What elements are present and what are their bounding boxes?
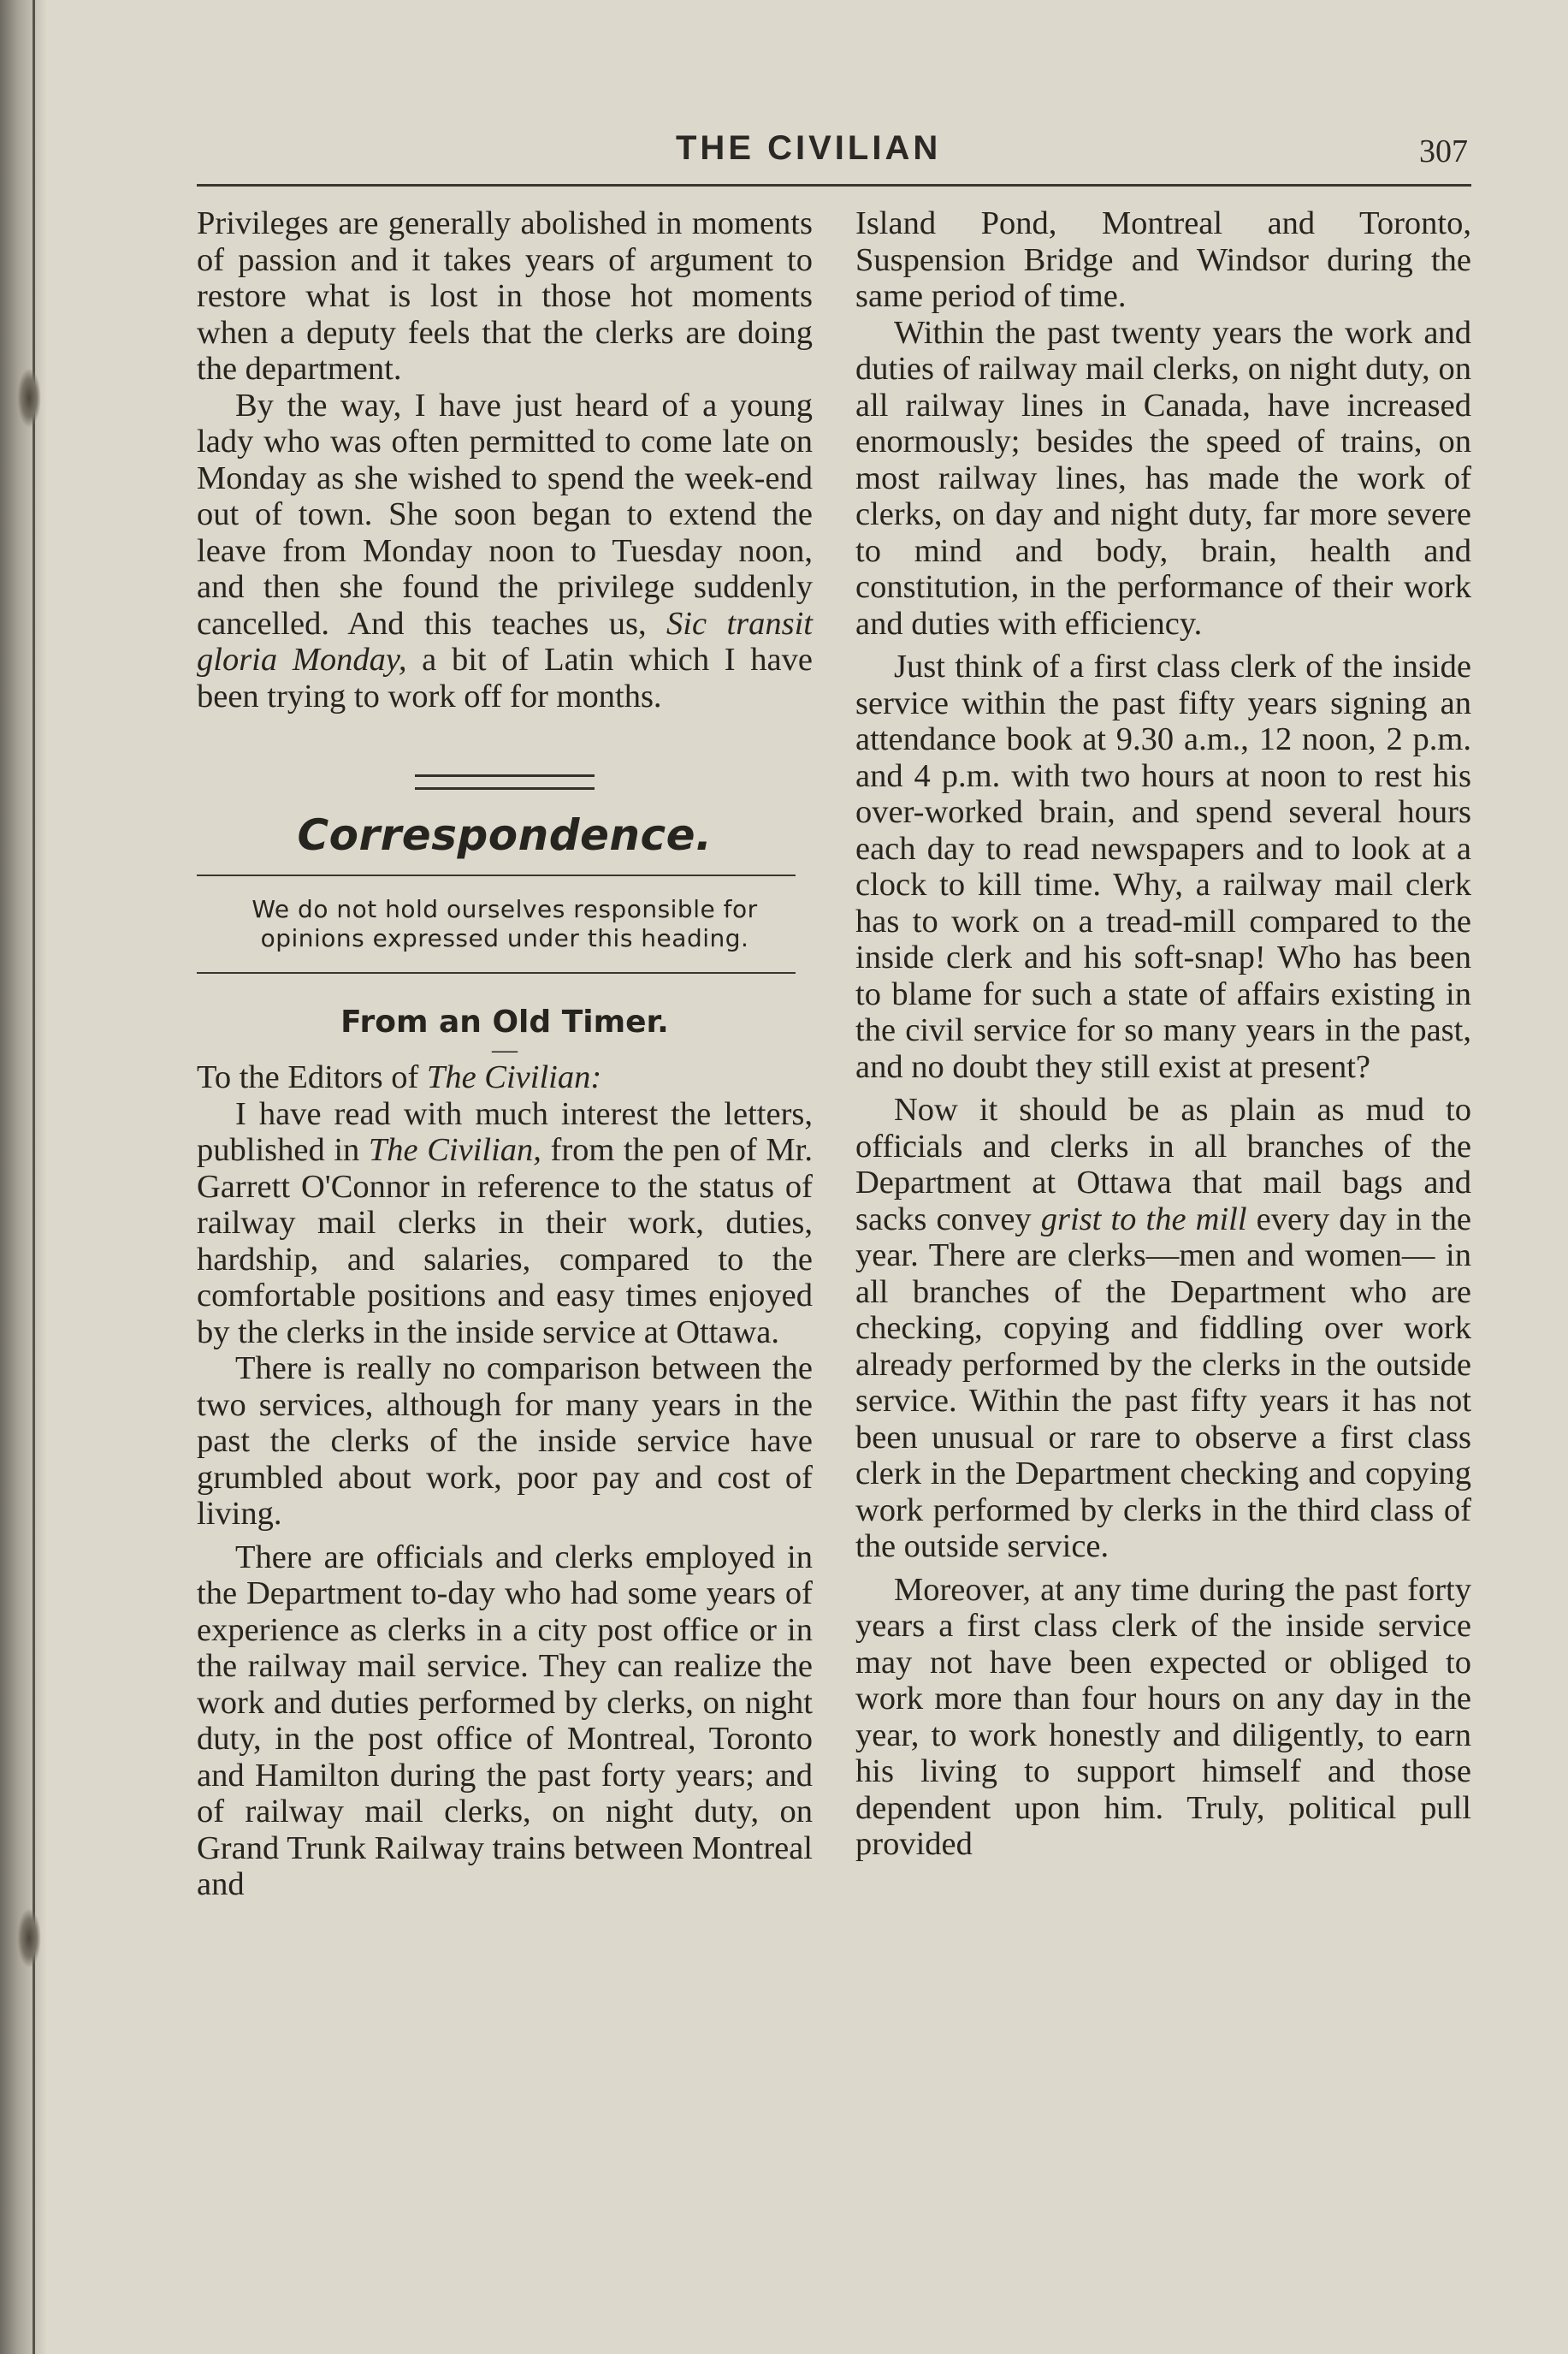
salutation: To the Editors of The Civilian: [197,1059,602,1095]
paragraph: I have read with much interest the letters, published in The Civilian, from the pen of Mr. Garrett O'Connor in reference to the status of railway mail clerks in their work, duties, hardship, and salaries, compared to the comfortable positions and easy times enjoyed by the clerks in the inside service at Ottawa. [197,1095,813,1350]
paragraph: Within the past twenty years the work and duties of railway mail clerks, on night duty, on all railway lines in Canada, have increased enormously; besides the speed of trains, on most railway lines, has made the work of clerks, on day and night duty, far more severe to mind and body, brain, health and constitution, in the performance of their work and duties with efficiency. [855,314,1471,642]
binding-stain-upper [17,368,41,428]
section-rule-bottom [197,972,796,974]
binding-edge [33,0,35,2354]
header-rule [197,184,1471,187]
paragraph: Island Pond, Montreal and Toronto, Suspension Bridge and Windsor during the same period of time. [855,205,1471,314]
section-rule-top [197,875,796,876]
page-number: 307 [1419,133,1468,169]
paragraph: Moreover, at any time during the past forty years a first class clerk of the inside service may not have been expected or obliged to work more than four hours on any day in the year, to work honestly and diligently, to earn his living to support himself and those dependent upon him. Truly, political pull provided [855,1571,1471,1862]
letter-dash: — [492,1035,518,1064]
page-header [197,124,1471,193]
paragraph: Just think of a first class clerk of the inside service within the past fifty years signing an attendance book at 9.30 a.m., 12 noon, 2 p.m. and 4 p.m. with two hours at noon to rest his over-worked brain, and spend several hours each day to read newspapers and to look at a clock to kill time. Why, a railway mail clerk has to work on a tread-mill compared to the inside clerk and his soft-snap! Who has been to blame for such a state of affairs existing in the civil service for so many years in the past, and no doubt they still exist at present? [855,649,1471,1085]
paragraph: There are officials and clerks employed in the Department to-day who had some years of experience as clerks in a city post office or in the railway mail service. They can realize the work and duties performed by clerks, on night duty, in the post office of Montreal, Toronto and Hamilton during the past forty years; and of railway mail clerks, on night duty, on Grand Trunk Railway trains between Montreal and [197,1539,813,1902]
running-title: THE CIVILIAN [676,129,942,167]
section-title: Correspondence. [297,810,713,860]
binding-stain-lower [17,1908,41,1968]
left-column [197,205,813,1903]
right-column [855,205,1471,1863]
paragraph: Privileges are generally abolished in moments of passion and it takes years of argument to restore what is lost in those hot moments when a deputy feels that the clerks are doing the department. [197,205,813,387]
paragraph: There is really no comparison between the two services, although for many years in the past the clerks of the inside service have grumbled about work, poor pay and cost of living. [197,1350,813,1532]
disclaimer: We do not hold ourselves responsible for opinions expressed under this heading. [251,894,758,952]
paragraph: Now it should be as plain as mud to officials and clerks in all branches of the Department at Ottawa that mail bags and sacks convey grist to the mill every day in the year. There are clerks—men and women— in all branches of the Department who are checking, copying and fiddling over work already performed by the clerks in the outside service. Within the past fifty years it has not been unusual or rare to observe a first class clerk in the Department checking and copying work performed by clerks in the third class of the outside service. [855,1092,1471,1564]
section-ornament [415,774,595,790]
letter-title: From an Old Timer. [340,1004,669,1040]
paragraph: By the way, I have just heard of a young lady who was often permitted to come late on Monday as she wished to spend the week-end out of town. She soon began to extend the leave from Monday noon to Tuesday noon, and then she found the privilege suddenly cancelled. And this teaches us, Sic transit gloria Monday, a bit of Latin which I have been trying to work off for months. [197,387,814,715]
page-gutter-shadow [0,0,47,2354]
